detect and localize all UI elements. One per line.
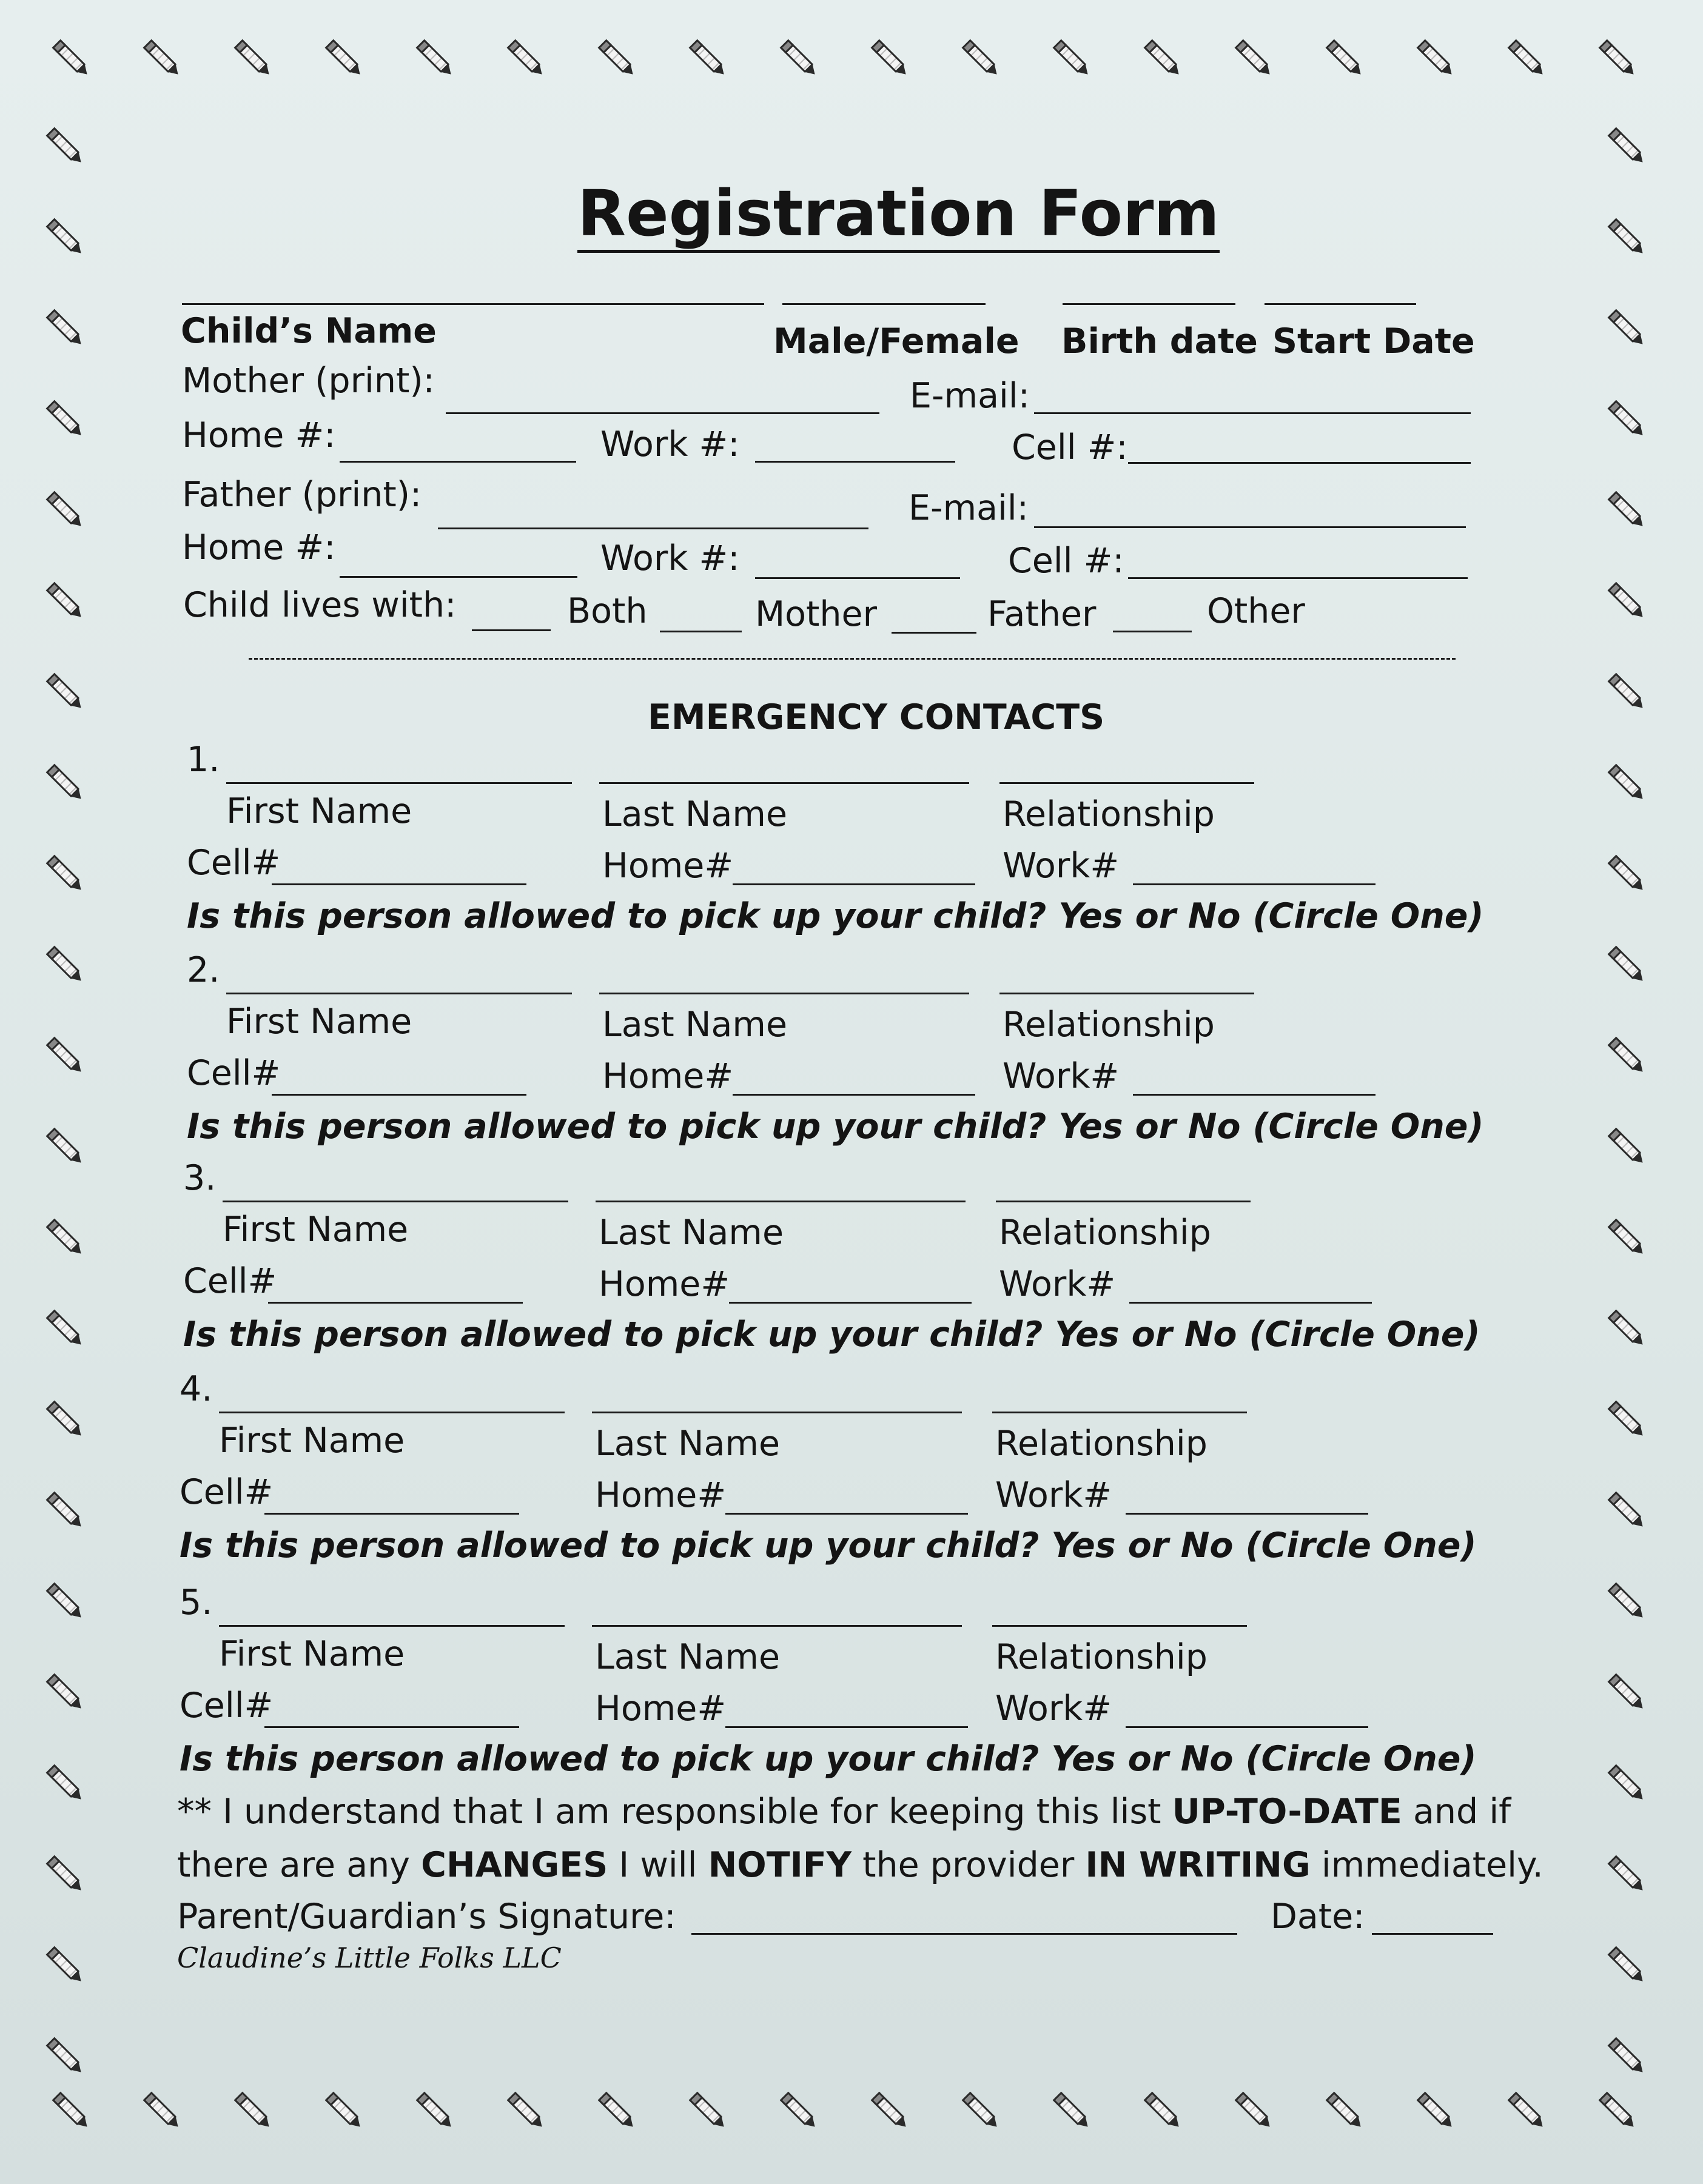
contact-1-cell-line[interactable] xyxy=(272,883,526,885)
contact-4-relationship-label: Relationship xyxy=(995,1424,1208,1464)
mother-email-label: E-mail: xyxy=(910,376,1030,416)
contact-4-home-label: Home# xyxy=(595,1475,727,1515)
date-line[interactable] xyxy=(1372,1933,1493,1935)
start-date-label: Start Date xyxy=(1272,321,1475,361)
contact-3-relationship-line[interactable] xyxy=(996,1201,1251,1202)
up-to-date-text: UP-TO-DATE xyxy=(1172,1792,1402,1832)
mother-email-line[interactable] xyxy=(1034,412,1471,414)
contact-3-home-line[interactable] xyxy=(729,1302,972,1304)
contact-4-work-label: Work# xyxy=(995,1475,1112,1515)
father-home-label: Home #: xyxy=(182,528,336,568)
contact-5-cell-label: Cell# xyxy=(180,1686,274,1726)
mother-cell-label: Cell #: xyxy=(1012,427,1128,467)
contact-3-first-name-label: First Name xyxy=(223,1210,409,1250)
separator-dashes xyxy=(249,658,1456,660)
contact-1-pickup-question: Is this person allowed to pick up your child? Yes or No (Circle One) xyxy=(187,896,1484,936)
the-provider-text: the provider xyxy=(852,1845,1086,1885)
father-cell-line[interactable] xyxy=(1128,577,1468,579)
contact-5-cell-line[interactable] xyxy=(264,1726,519,1728)
contact-2-last-name-label: Last Name xyxy=(602,1005,788,1045)
contact-2-last-name-line[interactable] xyxy=(599,993,969,994)
contact-4-cell-line[interactable] xyxy=(264,1513,519,1515)
mother-home-line[interactable] xyxy=(340,461,576,463)
mother-work-label: Work #: xyxy=(600,424,740,464)
contact-1-home-line[interactable] xyxy=(733,883,975,885)
father-home-line[interactable] xyxy=(340,576,577,578)
contact-3-last-name-line[interactable] xyxy=(596,1201,966,1202)
contact-4-work-line[interactable] xyxy=(1126,1513,1368,1515)
contact-1-first-name-line[interactable] xyxy=(226,782,572,784)
father-name-line[interactable] xyxy=(438,528,868,529)
there-are-any-text: there are any xyxy=(177,1845,422,1885)
father-blank[interactable] xyxy=(892,632,976,634)
contact-5-work-line[interactable] xyxy=(1126,1726,1368,1728)
contact-4-first-name-label: First Name xyxy=(219,1421,405,1461)
responsibility-note-line2 xyxy=(177,1845,1543,1885)
responsibility-note-line1 xyxy=(177,1792,1511,1832)
father-cell-label: Cell #: xyxy=(1008,541,1124,581)
company-name: Claudine’s Little Folks LLC xyxy=(177,1941,562,1974)
child-name-line[interactable] xyxy=(182,303,764,305)
contact-5-work-label: Work# xyxy=(995,1689,1112,1729)
contact-4-pickup-question: Is this person allowed to pick up your child? Yes or No (Circle One) xyxy=(180,1526,1477,1566)
signature-line[interactable] xyxy=(691,1933,1237,1935)
gender-line[interactable] xyxy=(782,303,986,305)
both-option: Both xyxy=(567,591,648,631)
contact-2-work-label: Work# xyxy=(1003,1056,1120,1096)
contact-1-first-name-label: First Name xyxy=(226,791,412,831)
contact-4-first-name-line[interactable] xyxy=(219,1412,565,1413)
contact-3-number: 3. xyxy=(183,1158,217,1198)
contact-3-pickup-question: Is this person allowed to pick up your child? Yes or No (Circle One) xyxy=(183,1315,1480,1355)
i-will-text: I will xyxy=(608,1845,708,1885)
father-print-label: Father (print): xyxy=(182,475,422,515)
contact-1-relationship-label: Relationship xyxy=(1003,794,1215,834)
father-email-line[interactable] xyxy=(1034,526,1466,528)
contact-4-last-name-line[interactable] xyxy=(592,1412,962,1413)
contact-1-work-line[interactable] xyxy=(1133,883,1376,885)
contact-2-first-name-label: First Name xyxy=(226,1002,412,1042)
contact-5-first-name-line[interactable] xyxy=(219,1625,565,1627)
contact-3-work-label: Work# xyxy=(999,1264,1116,1304)
contact-3-cell-label: Cell# xyxy=(183,1261,277,1301)
emergency-heading: EMERGENCY CONTACTS xyxy=(648,697,1105,737)
contact-2-number: 2. xyxy=(187,950,220,990)
in-writing-text: IN WRITING xyxy=(1085,1845,1311,1885)
mother-name-line[interactable] xyxy=(446,412,879,414)
contact-5-home-line[interactable] xyxy=(725,1726,968,1728)
contact-4-relationship-line[interactable] xyxy=(992,1412,1247,1413)
contact-5-home-label: Home# xyxy=(595,1689,727,1729)
father-work-line[interactable] xyxy=(755,577,960,579)
contact-3-relationship-label: Relationship xyxy=(999,1213,1211,1253)
contact-2-relationship-label: Relationship xyxy=(1003,1005,1215,1045)
other-blank[interactable] xyxy=(1113,631,1192,632)
other-option: Other xyxy=(1207,591,1305,631)
contact-1-relationship-line[interactable] xyxy=(999,782,1254,784)
contact-2-first-name-line[interactable] xyxy=(226,993,572,994)
contact-2-cell-label: Cell# xyxy=(187,1053,281,1093)
contact-1-home-label: Home# xyxy=(602,846,734,886)
contact-4-home-line[interactable] xyxy=(725,1513,968,1515)
contact-1-last-name-line[interactable] xyxy=(599,782,969,784)
mother-home-label: Home #: xyxy=(182,415,336,455)
contact-3-last-name-label: Last Name xyxy=(599,1213,784,1253)
contact-5-number: 5. xyxy=(180,1583,213,1623)
birth-date-line[interactable] xyxy=(1063,303,1235,305)
form-title: Registration Form xyxy=(577,182,1220,253)
start-date-line[interactable] xyxy=(1265,303,1416,305)
contact-4-number: 4. xyxy=(180,1369,213,1409)
contact-2-home-line[interactable] xyxy=(733,1094,975,1096)
child-lives-with-label: Child lives with: xyxy=(183,585,457,625)
father-option: Father xyxy=(987,594,1097,634)
birth-date-label: Birth date xyxy=(1061,321,1258,361)
contact-2-home-label: Home# xyxy=(602,1056,734,1096)
date-label: Date: xyxy=(1271,1897,1365,1937)
immediately-text: immediately. xyxy=(1310,1845,1543,1885)
contact-2-work-line[interactable] xyxy=(1133,1094,1376,1096)
contact-5-last-name-label: Last Name xyxy=(595,1637,781,1677)
contact-2-relationship-line[interactable] xyxy=(999,993,1254,994)
mother-blank[interactable] xyxy=(660,631,742,632)
father-email-label: E-mail: xyxy=(909,488,1029,528)
contact-3-work-line[interactable] xyxy=(1129,1302,1372,1304)
contact-5-pickup-question: Is this person allowed to pick up your child? Yes or No (Circle One) xyxy=(180,1739,1477,1779)
mother-print-label: Mother (print): xyxy=(182,361,435,401)
male-female-label: Male/Female xyxy=(773,321,1019,361)
contact-3-first-name-line[interactable] xyxy=(223,1201,568,1202)
contact-3-home-label: Home# xyxy=(599,1264,730,1304)
contact-2-cell-line[interactable] xyxy=(272,1094,526,1096)
mother-option: Mother xyxy=(755,594,878,634)
contact-5-first-name-label: First Name xyxy=(219,1634,405,1674)
signature-label: Parent/Guardian’s Signature: xyxy=(177,1897,676,1937)
mother-work-line[interactable] xyxy=(755,461,955,463)
father-work-label: Work #: xyxy=(600,538,740,578)
contact-1-number: 1. xyxy=(187,740,220,780)
contact-4-cell-label: Cell# xyxy=(180,1472,274,1512)
contact-5-relationship-label: Relationship xyxy=(995,1637,1208,1677)
child-name-label: Child’s Name xyxy=(181,311,437,351)
contact-3-cell-line[interactable] xyxy=(268,1302,523,1304)
mother-cell-line[interactable] xyxy=(1128,462,1471,464)
notify-text: NOTIFY xyxy=(708,1845,852,1885)
contact-5-last-name-line[interactable] xyxy=(592,1625,962,1627)
both-blank[interactable] xyxy=(472,629,551,631)
contact-4-last-name-label: Last Name xyxy=(595,1424,781,1464)
changes-text: CHANGES xyxy=(421,1845,608,1885)
contact-2-pickup-question: Is this person allowed to pick up your child? Yes or No (Circle One) xyxy=(187,1107,1484,1147)
contact-1-cell-label: Cell# xyxy=(187,843,281,883)
contact-5-relationship-line[interactable] xyxy=(992,1625,1247,1627)
contact-1-last-name-label: Last Name xyxy=(602,794,788,834)
contact-1-work-label: Work# xyxy=(1003,846,1120,886)
note-and-if: and if xyxy=(1402,1792,1511,1832)
note-prefix: ** I understand that I am responsible for keeping this list xyxy=(177,1792,1172,1832)
